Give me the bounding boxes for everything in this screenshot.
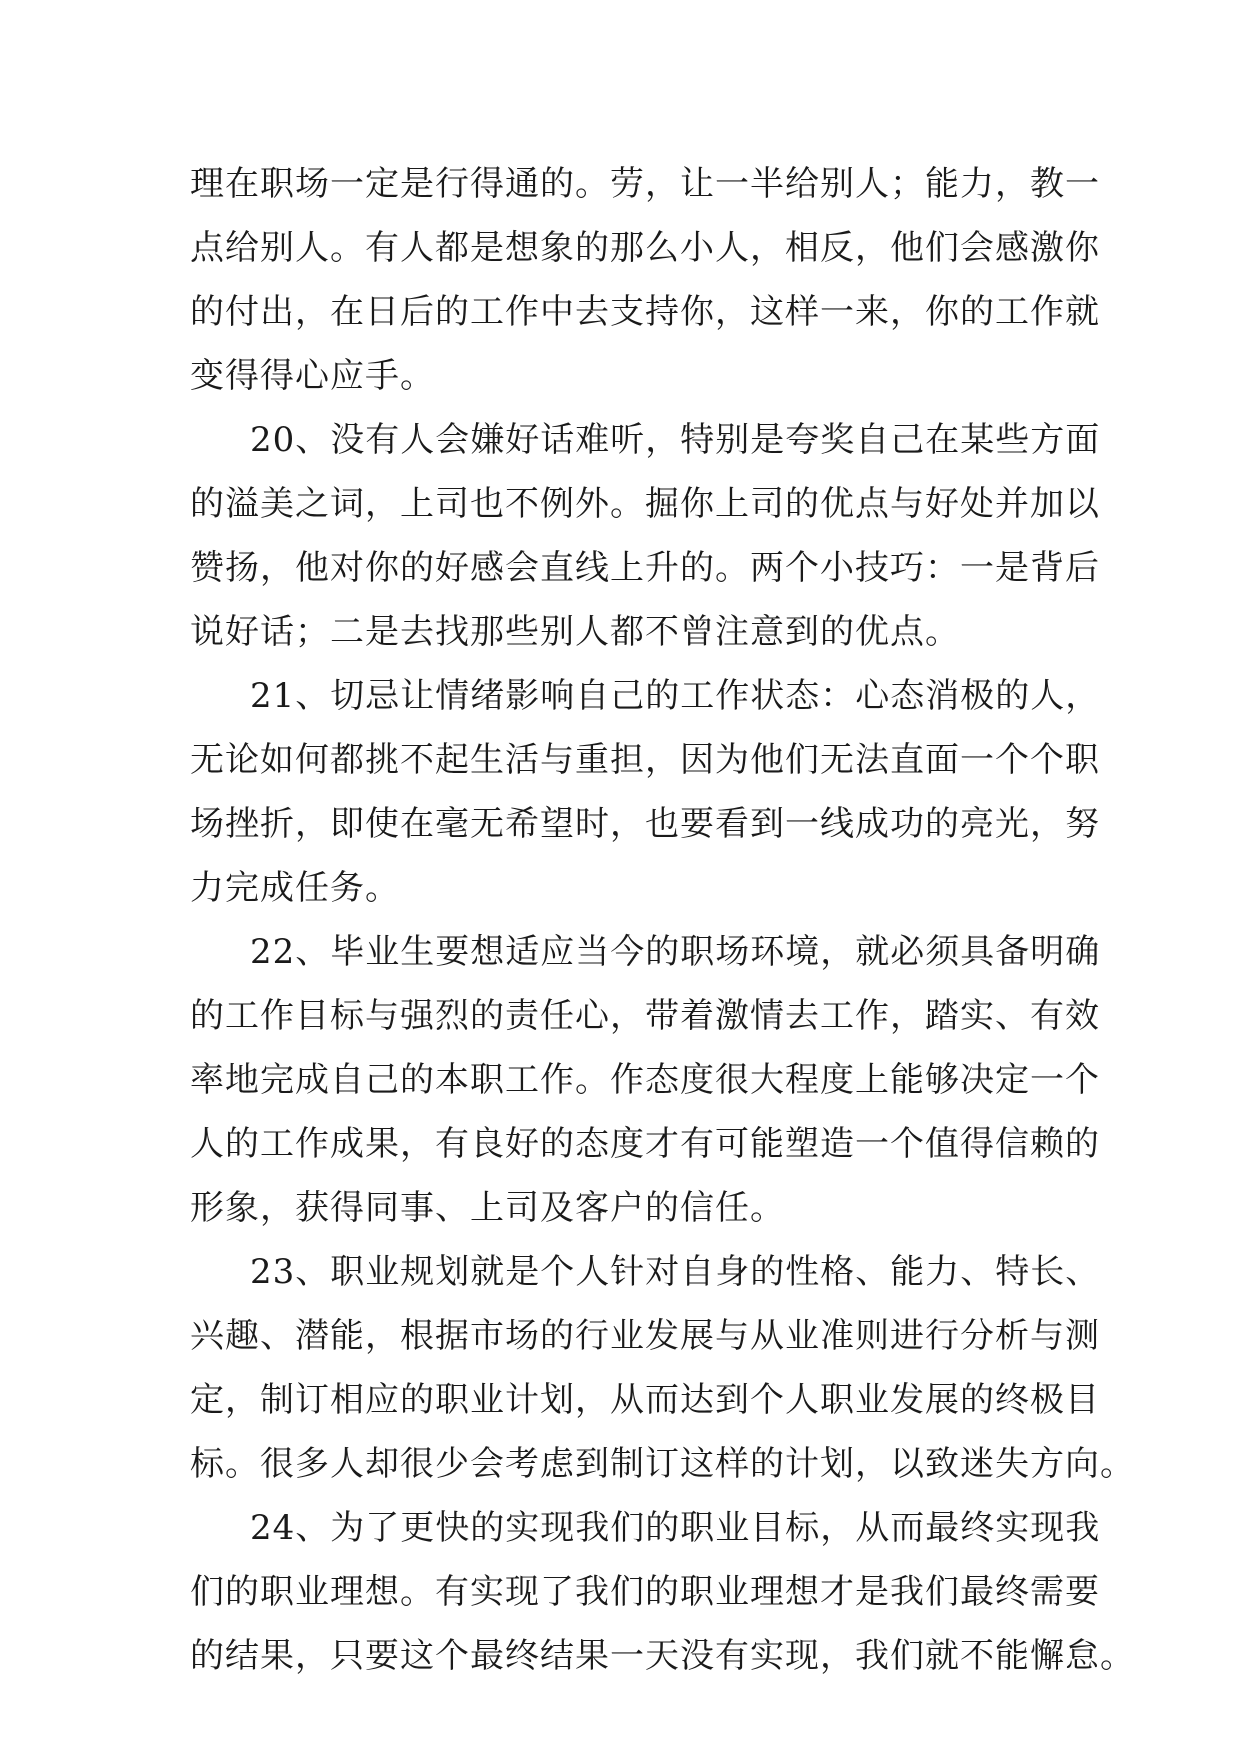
text-line: 力完成任务。 bbox=[190, 868, 400, 908]
text-line: 的结果，只要这个最终结果一天没有实现，我们就不能懈怠。 bbox=[190, 1636, 1135, 1676]
text-line: 的付出，在日后的工作中去支持你，这样一来，你的工作就 bbox=[190, 292, 1100, 332]
text-line: 场挫折，即使在毫无希望时，也要看到一线成功的亮光，努 bbox=[190, 804, 1100, 844]
text-line: 20、没有人会嫌好话难听，特别是夸奖自己在某些方面 bbox=[250, 420, 1101, 460]
text-line: 赞扬，他对你的好感会直线上升的。两个小技巧：一是背后 bbox=[190, 548, 1100, 588]
text-line: 的溢美之词，上司也不例外。掘你上司的优点与好处并加以 bbox=[190, 484, 1100, 524]
paragraph-23 bbox=[190, 1240, 1135, 1496]
text-line: 标。很多人却很少会考虑到制订这样的计划，以致迷失方向。 bbox=[190, 1444, 1135, 1484]
text-line: 变得得心应手。 bbox=[190, 356, 435, 396]
paragraph-24 bbox=[190, 1496, 1135, 1688]
text-line: 说好话；二是去找那些别人都不曾注意到的优点。 bbox=[190, 612, 960, 652]
text-line: 点给别人。有人都是想象的那么小人，相反，他们会感激你 bbox=[190, 228, 1100, 268]
paragraph-20 bbox=[190, 408, 1101, 664]
paragraph-continued bbox=[190, 152, 1100, 408]
text-line: 率地完成自己的本职工作。作态度很大程度上能够决定一个 bbox=[190, 1060, 1100, 1100]
text-line: 24、为了更快的实现我们的职业目标，从而最终实现我 bbox=[250, 1508, 1101, 1548]
text-line: 兴趣、潜能，根据市场的行业发展与从业准则进行分析与测 bbox=[190, 1316, 1100, 1356]
text-line: 23、职业规划就是个人针对自身的性格、能力、特长、 bbox=[250, 1252, 1101, 1292]
text-line: 们的职业理想。有实现了我们的职业理想才是我们最终需要 bbox=[190, 1572, 1100, 1612]
text-line: 21、切忌让情绪影响自己的工作状态：心态消极的人， bbox=[250, 676, 1101, 716]
text-line: 形象，获得同事、上司及客户的信任。 bbox=[190, 1188, 785, 1228]
document-body bbox=[190, 152, 1135, 1688]
text-line: 无论如何都挑不起生活与重担，因为他们无法直面一个个职 bbox=[190, 740, 1100, 780]
text-line: 22、毕业生要想适应当今的职场环境，就必须具备明确 bbox=[250, 932, 1101, 972]
paragraph-22 bbox=[190, 920, 1101, 1240]
text-line: 人的工作成果，有良好的态度才有可能塑造一个值得信赖的 bbox=[190, 1124, 1100, 1164]
text-line: 定，制订相应的职业计划，从而达到个人职业发展的终极目 bbox=[190, 1380, 1100, 1420]
text-line: 的工作目标与强烈的责任心，带着激情去工作，踏实、有效 bbox=[190, 996, 1100, 1036]
paragraph-21 bbox=[190, 664, 1101, 920]
text-line: 理在职场一定是行得通的。劳，让一半给别人；能力，教一 bbox=[190, 164, 1100, 204]
